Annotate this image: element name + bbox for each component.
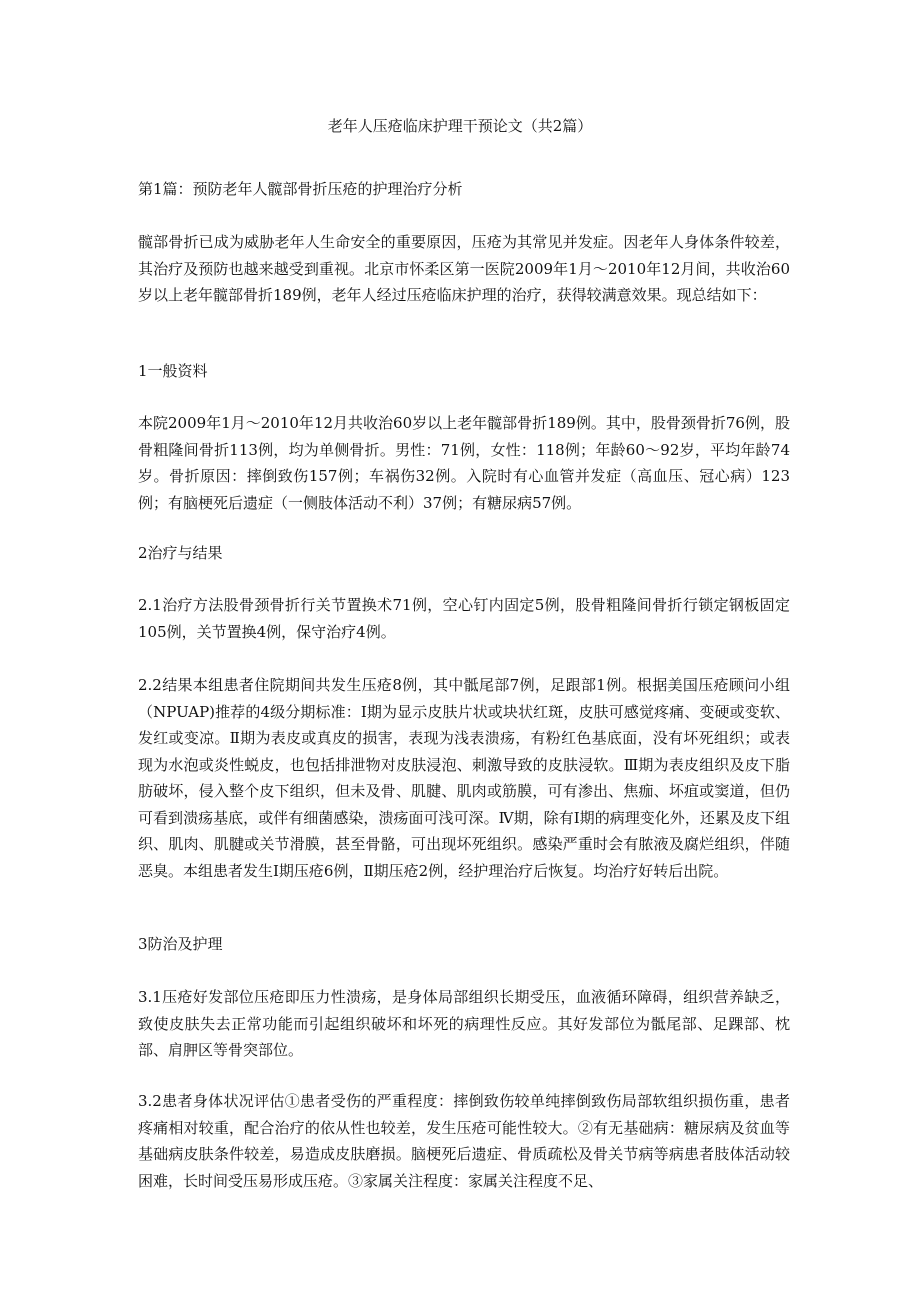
section-3-heading: 3防治及护理 (138, 935, 223, 953)
article-subtitle: 第1篇：预防老年人髋部骨折压疮的护理治疗分析 (138, 180, 463, 198)
section-1-paragraph: 本院2009年1月～2010年12月共收治60岁以上老年髋部骨折189例。其中，股骨颈骨折76例，股骨粗隆间骨折113例，均为单侧骨折。男性：71例，女性：118例；年龄60～92岁，平均年龄74岁。骨折原因：摔倒致伤157例；车祸伤32例。入院时有心血管并发症（高血压、冠心病）123例；有脑梗死后遗症（一侧肢体活动不利）37例；有糖尿病57例。 (138, 414, 790, 512)
section-3-1-paragraph: 3.1压疮好发部位压疮即压力性溃疡，是身体局部组织长期受压，血液循环障碍，组织营养缺乏，致使皮肤失去正常功能而引起组织破坏和坏死的病理性反应。其好发部位为骶尾部、足踝部、枕部、肩胛区等骨突部位。 (138, 988, 790, 1059)
section-3-2-paragraph: 3.2患者身体状况评估①患者受伤的严重程度：摔倒致伤较单纯摔倒致伤局部软组织损伤重，患者疼痛相对较重，配合治疗的依从性也较差，发生压疮可能性较大。②有无基础病：糖尿病及贫血等基础病皮肤条件较差，易造成皮肤磨损。脑梗死后遗症、骨质疏松及骨关节病等病患者肢体活动较困难，长时间受压易形成压疮。③家属关注程度：家属关注程度不足、 (138, 1092, 790, 1190)
document-title: 老年人压疮临床护理干预论文（共2篇） (327, 117, 593, 135)
section-2-2-paragraph: 2.2结果本组患者住院期间共发生压疮8例，其中骶尾部7例，足跟部1例。根据美国压疮顾问小组（NPUAP)推荐的4级分期标准：Ⅰ期为显示皮肤片状或块状红斑，皮肤可感觉疼痛、变硬或变软、发红或变凉。Ⅱ期为表皮或真皮的损害，表现为浅表溃疡，有粉红色基底面，没有坏死组织；或表现为水泡或炎性蜕皮，也包括排泄物对皮肤浸泡、刺激导致的皮肤浸软。Ⅲ期为表皮组织及皮下脂肪破坏，侵入整个皮下组织，但未及骨、肌腱、肌肉或筋膜，可有渗出、焦痂、坏疽或窦道，但仍可看到溃疡基底，或伴有细菌感染，溃疡面可浅可深。Ⅳ期，除有Ⅰ期的病理变化外，还累及皮下组织、肌肉、肌腱或关节滑膜，甚至骨骼，可出现坏死组织。感染严重时会有脓液及腐烂组织，伴随恶臭。本组患者发生Ⅰ期压疮6例，Ⅱ期压疮2例，经护理治疗后恢复。均治疗好转后出院。 (138, 676, 790, 880)
section-1-heading: 1一般资料 (138, 362, 208, 380)
intro-paragraph: 髋部骨折已成为威胁老年人生命安全的重要原因，压疮为其常见并发症。因老年人身体条件较差，其治疗及预防也越来越受到重视。北京市怀柔区第一医院2009年1月～2010年12月间，共收治60岁以上老年髋部骨折189例，老年人经过压疮临床护理的治疗，获得较满意效果。现总结如下： (138, 233, 790, 304)
section-2-heading: 2治疗与结果 (138, 544, 223, 562)
section-2-1-paragraph: 2.1治疗方法股骨颈骨折行关节置换术71例，空心钉内固定5例，股骨粗隆间骨折行锁定钢板固定105例，关节置换4例，保守治疗4例。 (138, 596, 790, 641)
